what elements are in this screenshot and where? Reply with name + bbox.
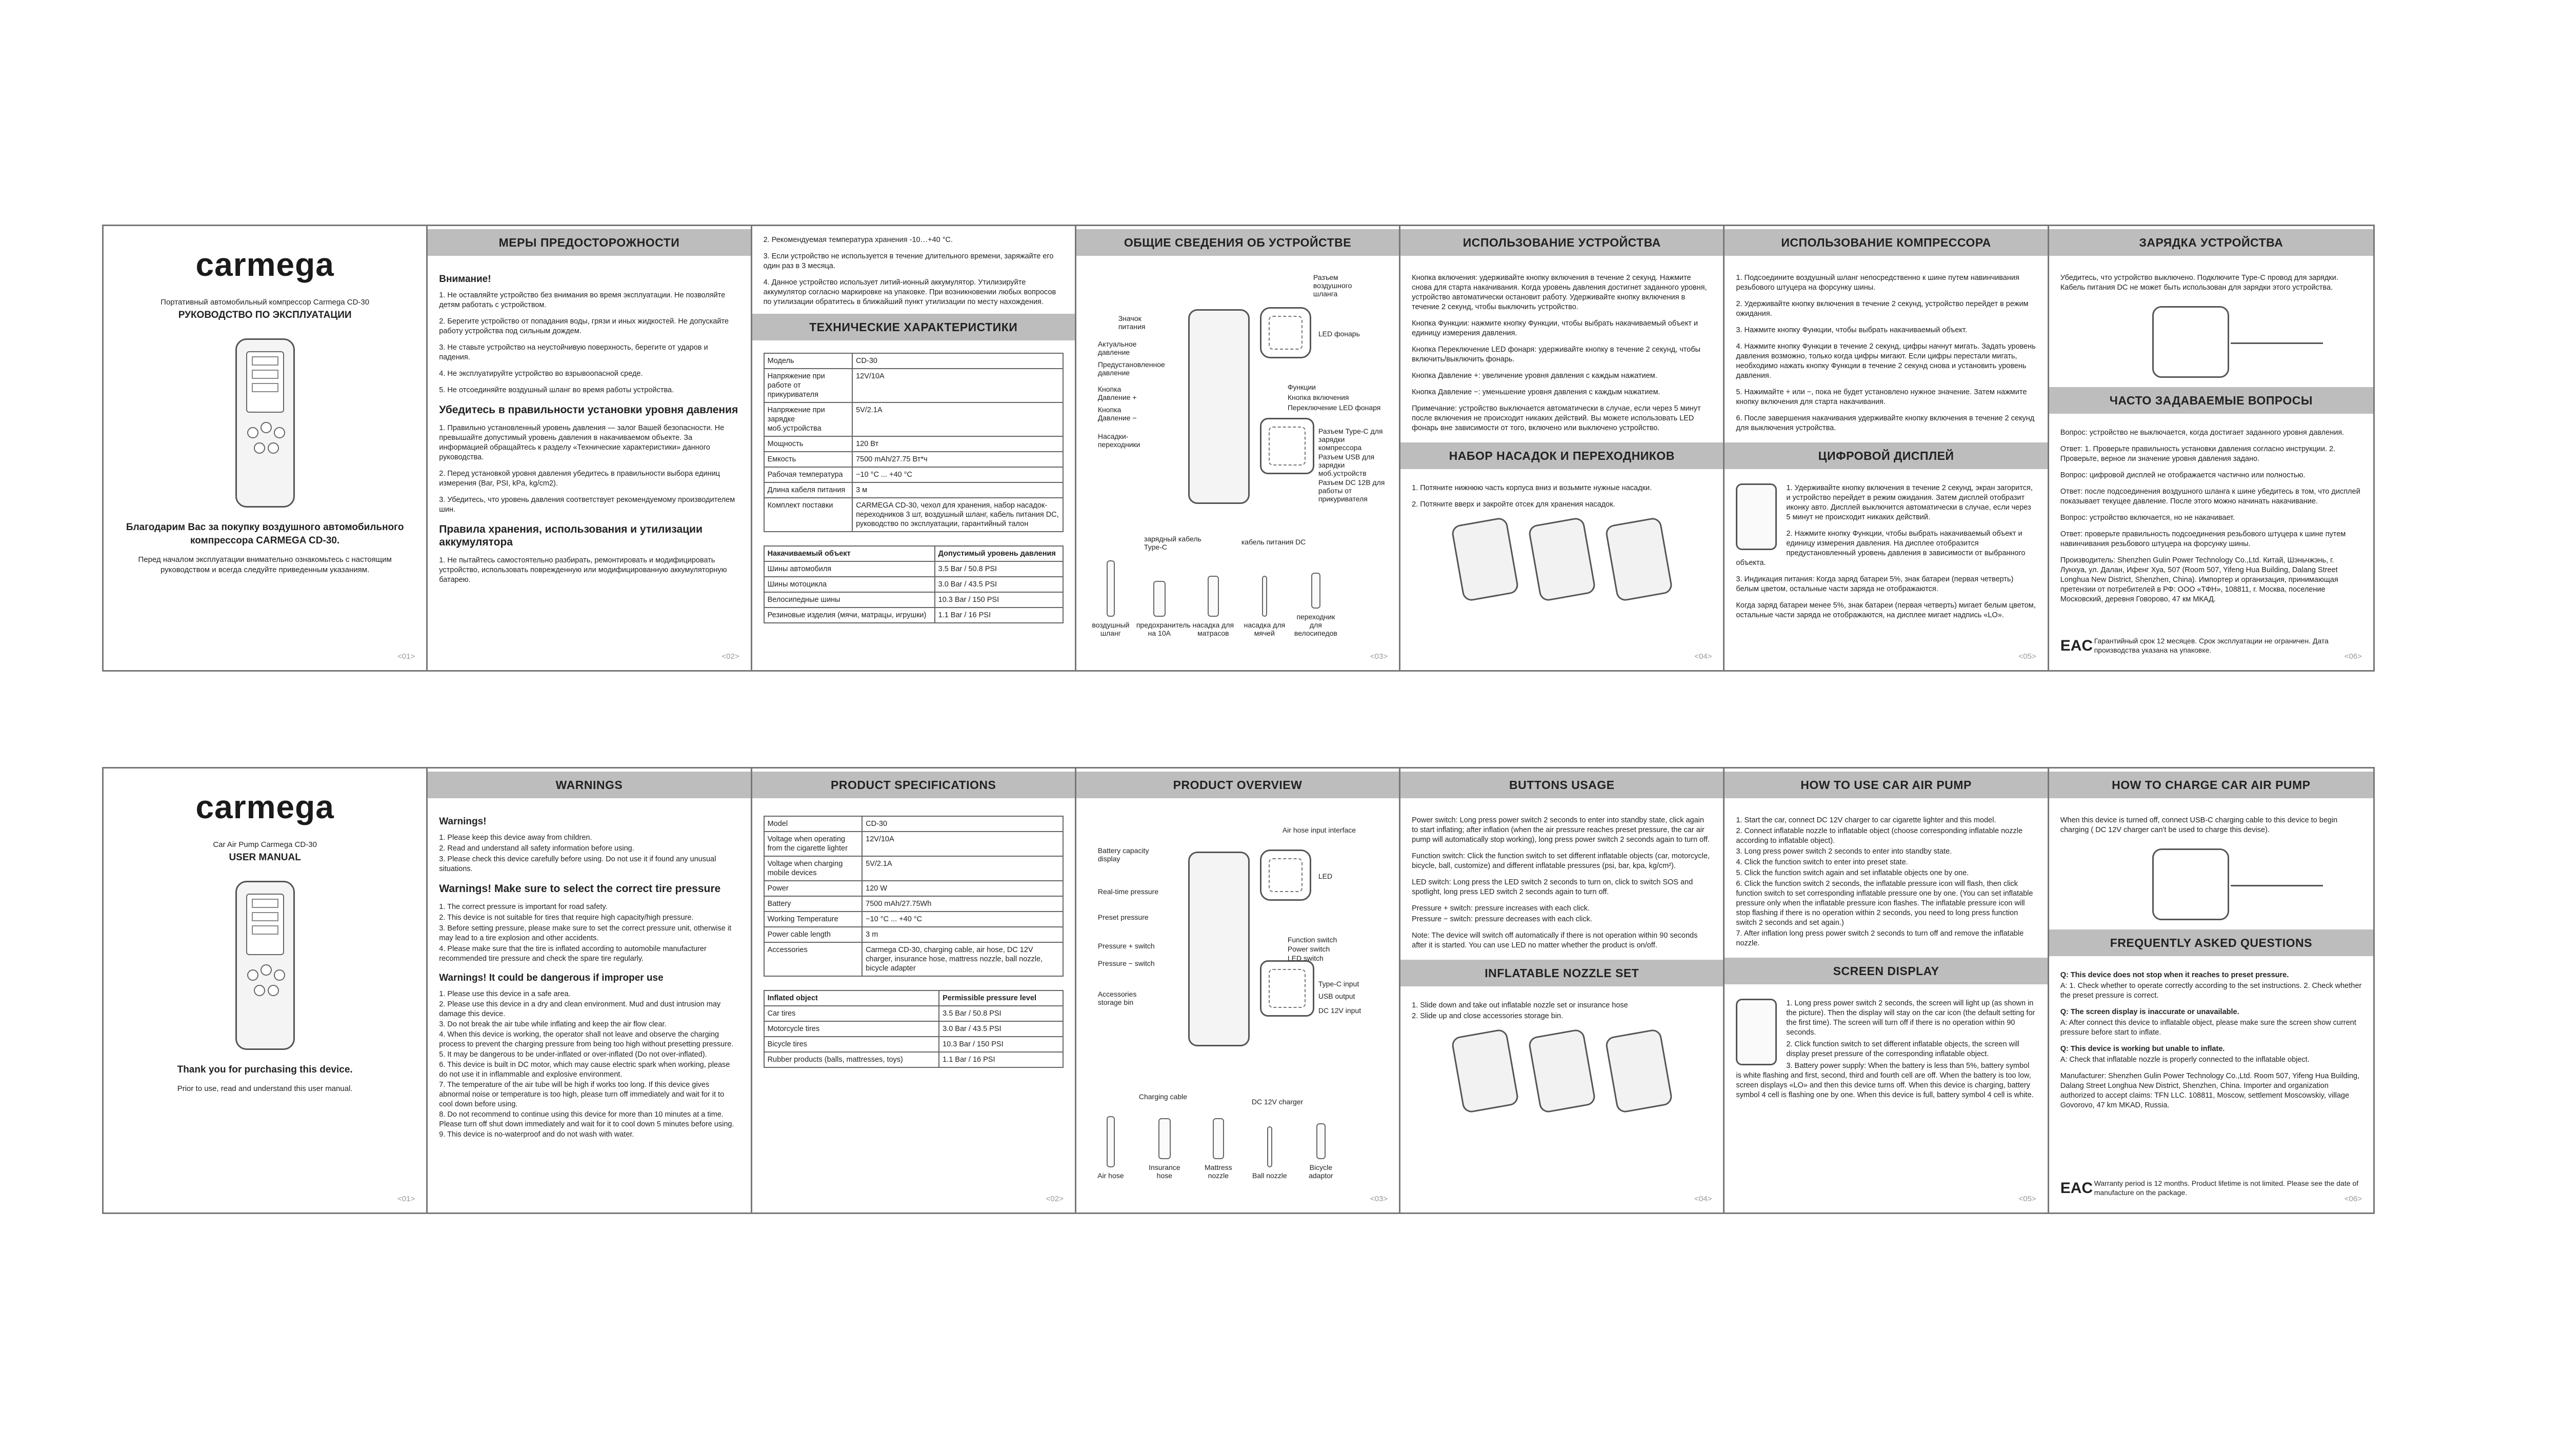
- label-preset: Предустановленное давление: [1097, 360, 1165, 377]
- usage-item: Кнопка Функции: нажмите кнопку Функции, чтобы выбрать накачиваемый объект и единицу измерения давления.: [1412, 319, 1698, 337]
- label-ledbtn: Переключение LED фонаря: [1287, 403, 1381, 412]
- page-number: <01>: [397, 1195, 415, 1203]
- section-header: ЗАРЯДКА УСТРОЙСТВА: [2049, 229, 2373, 256]
- nozzle-illustration: [1412, 1033, 1712, 1109]
- section-header: ИСПОЛЬЗОВАНИЕ УСТРОЙСТВА: [1400, 229, 1723, 256]
- page-number: <06>: [2344, 652, 2362, 661]
- table-cell: 3.0 Bar / 43.5 PSI: [939, 1021, 1063, 1037]
- page-number: <04>: [1694, 1195, 1712, 1203]
- table-cell: 7500 mAh/27.75Wh: [862, 896, 1063, 912]
- cover-note: Перед началом эксплуатации внимательно ознакомьтесь с настоящим руководством и всегда следуйте приведенным указаниям.: [138, 555, 392, 574]
- table-cell: Voltage when operating from the cigarette lighter: [764, 832, 863, 856]
- table-cell: Voltage when charging mobile devices: [764, 856, 863, 881]
- label-typec: Разъем Type-C для зарядки компрессора: [1318, 427, 1383, 452]
- table-cell: 1.1 Bar / 16 PSI: [939, 1052, 1063, 1067]
- section-header: SCREEN DISPLAY: [1725, 958, 2047, 984]
- table-row: [764, 832, 1063, 856]
- attention-title: Внимание!: [439, 274, 491, 285]
- nozzle-item: 2. Slide up and close accessories storage bin.: [1412, 1012, 1564, 1020]
- storage-title: Правила хранения, использования и утилизации аккумулятора: [439, 523, 703, 548]
- table-cell: 120 Вт: [852, 436, 1063, 452]
- table-cell: Модель: [764, 353, 853, 369]
- safety-item: 2. Берегите устройство от попадания воды, грязи и иных жидкостей. Не допускайте работу устройства под сильным дождем.: [439, 317, 729, 335]
- manufacturer-info: Производитель: Shenzhen Gulin Power Technology Co.,Ltd. Китай, Шэньчжэнь, г. Лунхуа, ул. Далан, Ифенг Хуа, 507 (Room 507, Yifeng Hua Building, Dalang Street Longhua New District, Shenzhen, China). Импортер и организация, принимающая претензии от потребителей в РФ: ООО «ТФН», 108811, г. Москва, поселение Московский, деревня Говорово, 47 км МКАД.: [2060, 556, 2338, 603]
- table-row: [764, 592, 1063, 608]
- accessory-insurance-hose: Insurance hose: [1141, 1118, 1188, 1180]
- table-cell: 5V/2.1A: [852, 402, 1063, 436]
- nozzle-item: 1. Slide down and take out inflatable nozzle set or insurance hose: [1412, 1001, 1628, 1009]
- label-battery: Значок питания: [1118, 314, 1146, 331]
- table-cell: 3 м: [852, 482, 1063, 498]
- accessory-fuse: предохранитель на 10А: [1136, 581, 1183, 637]
- table-row: [764, 369, 1063, 402]
- page-number: <06>: [2344, 1195, 2362, 1203]
- warning-item: 2. Please use this device in a dry and clean environment. Mud and dust intrusion may damage this device.: [439, 1000, 721, 1018]
- cover-subtitle: Портативный автомобильный компрессор Carmega CD-30: [161, 298, 370, 307]
- table-cell: 3.0 Bar / 43.5 PSI: [935, 577, 1063, 592]
- charger-illustration: [2152, 306, 2229, 378]
- accessory-hose: Air hose: [1088, 1116, 1134, 1180]
- table-row: [764, 927, 1063, 942]
- label-cable-dc: кабель питания DC: [1241, 538, 1306, 546]
- table-header: Накачиваемый объект: [764, 546, 935, 561]
- howto-item: 2. Connect inflatable nozzle to inflatable object (choose corresponding inflatable nozzle according to inflatable object).: [1736, 827, 2023, 845]
- table-cell: Bicycle tires: [764, 1037, 939, 1052]
- safety-panel: [428, 226, 752, 670]
- warranty-text: Warranty period is 12 months. Product lifetime is not limited. Please see the date of manufacture on the package.: [2094, 1179, 2359, 1197]
- compressor-item: 5. Нажимайте + или −, пока не будет установлено нужное значение. Затем нажмите кнопку включения для старта накачивания.: [1736, 388, 2027, 406]
- section-header: PRODUCT SPECIFICATIONS: [752, 772, 1075, 798]
- label-power: Power switch: [1287, 945, 1330, 953]
- table-cell: 5V/2.1A: [862, 856, 1063, 881]
- nozzle-illustration: [1412, 521, 1712, 598]
- label-dc: DC 12V input: [1318, 1006, 1361, 1015]
- table-cell: Шины автомобиля: [764, 561, 935, 577]
- label-hose: Air hose input interface: [1282, 826, 1356, 834]
- usage-panel: [1400, 226, 1725, 670]
- section-header: ОБЩИЕ СВЕДЕНИЯ ОБ УСТРОЙСТВЕ: [1076, 229, 1399, 256]
- charger-illustration: [2152, 848, 2229, 920]
- section-header: ЦИФРОВОЙ ДИСПЛЕЙ: [1725, 442, 2047, 469]
- cover-note: Prior to use, read and understand this user manual.: [177, 1084, 353, 1093]
- pressure-table: [764, 545, 1064, 623]
- hose-connector-illustration: [1260, 307, 1311, 358]
- cover-subtitle: Car Air Pump Carmega CD-30: [213, 840, 317, 849]
- brand-logo: carmega: [195, 246, 334, 283]
- charge-faq-panel: [2049, 226, 2373, 670]
- compressor-item: 1. Подсоедините воздушный шланг непосредственно к шине путем навинчивания резьбового штуцера на форсунку шины.: [1736, 274, 2019, 292]
- nozzle-item: 2. Потяните вверх и закройте отсек для хранения насадок.: [1412, 500, 1615, 509]
- warning-item: 6. This device is built in DC motor, which may cause electric spark when working, please do not use it in inflammable and explosive environment.: [439, 1061, 730, 1079]
- table-row: [764, 856, 1063, 881]
- label-plus: Pressure + switch: [1097, 942, 1155, 950]
- compressor-item: 4. Нажмите кнопку Функции в течение 2 секунд, цифры начнут мигать. Задать уровень давления возможно, только когда цифры мигают. Если цифры перестали мигать, необходимо нажать кнопку Функции в течение 2 секунд снова и установить уровень давления.: [1736, 342, 2036, 380]
- table-cell: Резиновые изделия (мячи, матрацы, игрушки): [764, 608, 935, 623]
- table-cell: Напряжение при зарядке моб.устройства: [764, 402, 853, 436]
- table-cell: Car tires: [764, 1006, 939, 1021]
- table-row: [764, 561, 1063, 577]
- table-cell: 3 m: [862, 927, 1063, 942]
- overview-diagram: [1088, 816, 1388, 1185]
- label-plus: Кнопка Давление +: [1097, 385, 1137, 401]
- buttons-item: Pressure + switch: pressure increases with each click.: [1412, 904, 1590, 913]
- section-header: FREQUENTLY ASKED QUESTIONS: [2049, 929, 2373, 956]
- table-cell: Рабочая температура: [764, 467, 853, 482]
- label-nozzles: Accessories storage bin: [1097, 990, 1137, 1006]
- table-cell: 120 W: [862, 881, 1063, 896]
- manual-sheet-english: [102, 767, 2375, 1214]
- usage-item: Кнопка Давление −: уменьшение уровня давления с каждым нажатием.: [1412, 388, 1660, 396]
- warranty-text: Гарантийный срок 12 месяцев. Срок эксплуатации не ограничен. Дата производства указана на упаковке.: [2094, 637, 2329, 654]
- label-dc: Разъем DC 12В для работы от прикуривателя: [1318, 478, 1385, 503]
- table-row: [764, 353, 1063, 369]
- specs-panel: [752, 769, 1076, 1212]
- warning-item: 2. This device is not suitable for tires that require high capacity/high pressure.: [439, 914, 694, 922]
- buttons-item: Pressure − switch: pressure decreases with each click.: [1412, 915, 1592, 923]
- howto-item: 7. After inflation long press power switch 2 seconds to turn off and remove the inflatable nozzle.: [1736, 929, 2024, 947]
- buttons-item: Power switch: Long press power switch 2 seconds to enter into standby state, click again to start inflating; after inflation (when the air pressure reaches preset pressure, the car air pump will automatically stop working), long press power switch 2 seconds again to turn off.: [1412, 816, 1710, 844]
- display-icon: [1736, 483, 1777, 550]
- table-cell: CD-30: [862, 816, 1063, 832]
- faq-item: Вопрос: устройство не выключается, когда достигает заданного уровня давления.: [2060, 429, 2345, 437]
- faq-item: Вопрос: цифровой дисплей не отображается частично или полностью.: [2060, 471, 2306, 479]
- warning-title: Warnings! It could be dangerous if improper use: [439, 973, 664, 983]
- label-preset: Preset pressure: [1097, 913, 1149, 921]
- table-cell: Battery: [764, 896, 863, 912]
- overview-diagram: [1088, 273, 1388, 642]
- accessory-bicycle: переходник для велосипедов: [1293, 573, 1339, 637]
- faq-item: Ответ: проверьте правильность подсоединения резьбового штуцера к шине путем навинчивания резьбового штуцера на форсунку шины.: [2060, 530, 2346, 548]
- table-cell: Мощность: [764, 436, 853, 452]
- section-header: HOW TO CHARGE CAR AIR PUMP: [2049, 772, 2373, 798]
- table-cell: CARMEGA CD-30, чехол для хранения, набор насадок-переходников 3 шт, воздушный шланг, кабель питания DC, руководство по эксплуатации, гарантийный талон: [852, 498, 1063, 532]
- table-row: [764, 1052, 1063, 1067]
- warning-item: 1. The correct pressure is important for road safety.: [439, 903, 608, 911]
- usage-note: Примечание: устройство выключается автоматически в случае, если через 5 минут после включения не происходит никаких действий. Вы можете использовать LED фонарь вне зависимости от того, включено или выключено устройство.: [1412, 405, 1701, 432]
- buttons-item: LED switch: Long press the LED switch 2 seconds to turn on, click to switch SOS and spotlight, long press LED switch 2 seconds again to turn off.: [1412, 878, 1693, 896]
- table-row: [764, 608, 1063, 623]
- table-cell: 12V/10A: [862, 832, 1063, 856]
- warning-item: 3. Please check this device carefully before using. Do not use it if found any unusual situations.: [439, 855, 716, 873]
- section-header: BUTTONS USAGE: [1400, 772, 1723, 798]
- safety-item: 5. Не отсоединяйте воздушный шланг во время работы устройства.: [439, 386, 674, 394]
- faq-item: Q: This device is working but unable to inflate.: [2060, 1045, 2225, 1053]
- warning-item: 9. This device is no-waterproof and do not wash with water.: [439, 1130, 634, 1139]
- label-led: LED: [1318, 872, 1333, 880]
- hose-connector-illustration: [1260, 850, 1311, 901]
- label-usb: USB output: [1318, 992, 1355, 1000]
- table-row: [764, 1037, 1063, 1052]
- charge-faq-panel: [2049, 769, 2373, 1212]
- table-row: [764, 816, 1063, 832]
- cover-thanks: Thank you for purchasing this device.: [177, 1064, 353, 1075]
- warning-item: 8. Do not recommend to continue using this device for more than 10 minutes at a time. Please turn off shut down immediately and wait for it to cool down 5 minutes before using.: [439, 1110, 734, 1128]
- accessory-ball: Ball nozzle: [1247, 1126, 1293, 1180]
- nozzle-item: 1. Потяните нижнюю часть корпуса вниз и возьмите нужные насадки.: [1412, 484, 1652, 492]
- section-header: ЧАСТО ЗАДАВАЕМЫЕ ВОПРОСЫ: [2049, 387, 2373, 414]
- howto-item: 4. Click the function switch to enter into preset state.: [1736, 858, 1908, 866]
- storage-item: 2. Рекомендуемая температура хранения -10…+40 °С.: [763, 236, 953, 244]
- buttons-item: Function switch: Click the function switch to set different inflatable objects (car, motorcycle, bicycle, ball, customize) and different inflatable pressures (psi, bar, kpa, kg/cm²).: [1412, 852, 1710, 870]
- section-header: ИСПОЛЬЗОВАНИЕ КОМПРЕССОРА: [1725, 229, 2047, 256]
- compressor-item: 3. Нажмите кнопку Функции, чтобы выбрать накачиваемый объект.: [1736, 326, 1967, 334]
- storage-item: 4. Данное устройство использует литий-ионный аккумулятор. Утилизируйте аккумулятор согласно маркировке на упаковке. При возникновении любых вопросов по утилизации обратитесь в ближайший пункт утилизации по месту нахождения.: [763, 278, 1056, 306]
- compressor-item: 6. После завершения накачивания удерживайте кнопку включения в течение 2 секунд для выключения устройства.: [1736, 414, 2035, 432]
- howto-item: 1. Start the car, connect DC 12V charger to car cigarette lighter and this model.: [1736, 816, 1996, 824]
- display-item: 3. Индикация питания: Когда заряд батареи 5%, знак батареи (первая четверть) белым цветом, остальные части заряда не отображаются.: [1736, 575, 2014, 593]
- storage-item: 1. Не пытайтесь самостоятельно разбирать, ремонтировать и модифицировать устройство, использовать поврежденную или модифицированную аккумуляторную батарею.: [439, 556, 727, 584]
- howto-panel: [1725, 769, 2049, 1212]
- label-actual: Real-time pressure: [1097, 887, 1159, 896]
- faq-item: Ответ: после подсоединения воздушного шланга к шине убедитесь в том, что дисплей показывает текущее давление. После этого можно начинать накачивание.: [2060, 488, 2360, 505]
- brand-logo: carmega: [195, 788, 334, 825]
- display-item: 1. Удерживайте кнопку включения в течение 2 секунд, экран загорится, и устройство перейдет в режим ожидания. Затем дисплей отобразит иконку авто. Дисплей выключится автоматически в случае, если через 5 минут не происходит никаких действий.: [1786, 484, 2033, 521]
- table-row: [764, 1021, 1063, 1037]
- table-row: [764, 881, 1063, 896]
- label-actual: Актуальное давление: [1097, 340, 1137, 356]
- pressure-item: 3. Убедитесь, что уровень давления соответствует рекомендуемому производителем шин.: [439, 496, 735, 514]
- warnings-panel: [428, 769, 752, 1212]
- table-cell: 3.5 Bar / 50.8 PSI: [935, 561, 1063, 577]
- eac-mark: EAC: [2060, 637, 2093, 654]
- usage-item: Кнопка включения: удерживайте кнопку включения в течение 2 секунд. Нажмите снова для старта накачивания. Когда уровень давления достигнет заданного уровня, устройство автоматически остановит работу. Удерживайте кнопку включения в течение 2 секунд, чтобы выключить устройство.: [1412, 274, 1707, 311]
- warning-title: Warnings! Make sure to select the correct tire pressure: [439, 883, 721, 895]
- warning-item: 3. Before setting pressure, please make sure to set the correct pressure unit, otherwise it may lead to a tire explosion and other accidents.: [439, 924, 732, 942]
- label-cable-c: Charging cable: [1138, 1093, 1188, 1101]
- table-cell: Working Temperature: [764, 912, 863, 927]
- faq-item: A: After connect this device to inflatable object, please make sure the screen show current pressure before start to inflate.: [2060, 1019, 2356, 1037]
- safety-item: 4. Не эксплуатируйте устройство во взрывоопасной среде.: [439, 370, 643, 378]
- label-power: Кнопка включения: [1287, 393, 1349, 401]
- table-cell: 12V/10A: [852, 369, 1063, 402]
- overview-panel: [1076, 226, 1400, 670]
- screen-item: 3. Battery power supply: When the battery is less than 5%, battery symbol is white flashing and first, second, third and fourth cell are off. When the battery is too low, screen displays «LO» and then this device turns off. When this device is charging, battery symbol 4 cell is flashing one by one. When this device is full, battery symbol 4 cell is white.: [1736, 1062, 2034, 1099]
- section-header: WARNINGS: [428, 772, 750, 798]
- label-minus: Кнопка Давление −: [1097, 406, 1137, 422]
- specs-table: [764, 353, 1064, 532]
- specs-table: [764, 816, 1064, 977]
- device-illustration: [1188, 852, 1250, 1046]
- faq-item: Вопрос: устройство включается, но не накачивает.: [2060, 514, 2235, 522]
- label-nozzles: Насадки-переходники: [1097, 432, 1140, 449]
- specs-panel: [752, 226, 1076, 670]
- section-header: INFLATABLE NOZZLE SET: [1400, 960, 1723, 986]
- device-illustration: [235, 881, 295, 1050]
- table-cell: Шины мотоцикла: [764, 577, 935, 592]
- manufacturer-info: Manufacturer: Shenzhen Gulin Power Technology Co.,Ltd. Room 507, Yifeng Hua Building, Dalang Street Longhua New District, Shenzhen, China. Importer and organization authorized to accept claims: TFN LLC. 108811, Moscow, settlement Moscowskiy, village Govorovo, 47 km MKAD, Russia.: [2060, 1072, 2359, 1109]
- buttons-note: Note: The device will switch off automatically if there is not operation within 90 seconds after it is started. You can use LED no matter whether the product is on/off.: [1412, 932, 1698, 949]
- warning-item: 5. It may be dangerous to be under-inflated or over-inflated (Do not over-inflated).: [439, 1050, 707, 1059]
- table-header: Inflated object: [764, 990, 939, 1006]
- table-cell: CD-30: [852, 353, 1063, 369]
- compressor-panel: [1725, 226, 2049, 670]
- display-icon: [1736, 999, 1777, 1065]
- howto-item: 3. Long press power switch 2 seconds to enter into standby state.: [1736, 847, 1952, 856]
- cover-thanks: Благодарим Вас за покупку воздушного автомобильного компрессора CARMEGA CD-30.: [126, 522, 404, 546]
- table-row: [764, 912, 1063, 927]
- accessory-mattress: Mattress nozzle: [1195, 1118, 1241, 1180]
- display-item: Когда заряд батареи менее 5%, знак батареи (первая четверть) мигает белым цветом, остальные части заряда не отображаются, на дисплее мигает надпись «LO».: [1736, 601, 2036, 619]
- pressure-item: 1. Правильно установленный уровень давления — залог Вашей безопасности. Не превышайте допустимый уровень давления в накачиваемом объекте. За информацией обращайтесь к разделу «Технические характеристики» данного руководства.: [439, 424, 725, 461]
- warning-item: 1. Please use this device in a safe area.: [439, 990, 571, 998]
- table-cell: Длина кабеля питания: [764, 482, 853, 498]
- table-cell: 10.3 Bar / 150 PSI: [935, 592, 1063, 608]
- label-hose: Разъем воздушного шланга: [1313, 273, 1352, 298]
- cover-panel: [104, 226, 428, 670]
- table-row: [764, 1006, 1063, 1021]
- table-cell: Комплект поставки: [764, 498, 853, 532]
- table-cell: −10 °С ... +40 °С: [852, 467, 1063, 482]
- table-cell: 3.5 Bar / 50.8 PSI: [939, 1006, 1063, 1021]
- warning-item: 2. Read and understand all safety information before using.: [439, 844, 634, 853]
- faq-item: A: 1. Check whether to operate correctly according to the set instructions. 2. Check whether the preset pressure is correct.: [2060, 982, 2362, 1000]
- page-number: <05>: [2018, 1195, 2036, 1203]
- warning-title: Warnings!: [439, 816, 487, 827]
- safety-item: 1. Не оставляйте устройство без внимания во время эксплуатации. Не позволяйте детям работать с устройством.: [439, 291, 726, 309]
- table-cell: 10.3 Bar / 150 PSI: [939, 1037, 1063, 1052]
- table-cell: Model: [764, 816, 863, 832]
- table-cell: Motorcycle tires: [764, 1021, 939, 1037]
- table-cell: Напряжение при работе от прикуривателя: [764, 369, 853, 402]
- table-cell: Велосипедные шины: [764, 592, 935, 608]
- page-number: <03>: [1370, 1195, 1388, 1203]
- charge-text: When this device is turned off, connect USB-C charging cable to this device to begin charging ( DC 12V charger can't be used to charge this devise).: [2060, 816, 2338, 834]
- accessory-mattress: насадка для матрасов: [1190, 576, 1236, 637]
- compressor-item: 2. Удерживайте кнопку включения в течение 2 секунд, устройство перейдет в режим ожидания.: [1736, 300, 2029, 318]
- warning-item: 3. Do not break the air tube while inflating and keep the air flow clear.: [439, 1020, 667, 1028]
- label-ledbtn: LED switch: [1287, 954, 1324, 962]
- howto-item: 5. Click the function switch again and set inflatable objects one by one.: [1736, 869, 1969, 877]
- faq-item: A: Check that inflatable nozzle is properly connected to the inflatable object.: [2060, 1056, 2310, 1064]
- page-number: <02>: [1046, 1195, 1064, 1203]
- howto-item: 6. Click the function switch 2 seconds, the inflatable pressure icon will flash, then click function switch to set corresponding inflatable pressure one by one. (You can set inflatable pressure only when the inflatable pressure icon flashes. The inflatable pressure icon will stop flashing if there is no operation within 2 seconds, you need to long press function switch 2 seconds and set again.): [1736, 880, 2033, 927]
- screen-item: 1. Long press power switch 2 seconds, the screen will light up (as shown in the picture). Then the display will stay on the car icon (the default setting for the first time). The screen will turn off if there is no operation within 90 seconds.: [1786, 999, 2035, 1037]
- cover-panel: [104, 769, 428, 1212]
- label-battery: Battery capacity display: [1097, 846, 1149, 863]
- warning-item: 7. The temperature of the air tube will be high if works too long. If this device gives abnormal noise or temperature is too high, please turn off immediately and wait for it to cool down before using.: [439, 1081, 725, 1108]
- faq-item: Ответ: 1. Проверьте правильность установки давления согласно инструкции. 2. Проверьте, верное ли значение уровня давления задано.: [2060, 445, 2336, 463]
- table-row: [764, 436, 1063, 452]
- usage-item: Кнопка Давление +: увеличение уровня давления с каждым нажатием.: [1412, 372, 1657, 380]
- port-panel-illustration: [1260, 960, 1314, 1017]
- label-cable-dc: DC 12V charger: [1251, 1098, 1304, 1106]
- warning-item: 4. Please make sure that the tire is inflated according to automobile manufacturer recommended tire pressure and check the spare tire regularly.: [439, 945, 707, 963]
- label-usb: Разъем USB для зарядки моб.устройств: [1318, 453, 1375, 477]
- page-number: <04>: [1694, 652, 1712, 661]
- label-cable-c: зарядный кабель Type-C: [1144, 535, 1201, 551]
- table-cell: 7500 mAh/27.75 Вт*ч: [852, 452, 1063, 467]
- table-cell: Rubber products (balls, mattresses, toys): [764, 1052, 939, 1067]
- section-header: PRODUCT OVERVIEW: [1076, 772, 1399, 798]
- table-row: [764, 402, 1063, 436]
- cover-title: РУКОВОДСТВО ПО ЭКСПЛУАТАЦИИ: [178, 310, 352, 320]
- device-illustration: [235, 338, 295, 508]
- table-header: Permissible pressure level: [939, 990, 1063, 1006]
- safety-item: 3. Не ставьте устройство на неустойчивую поверхность, берегите от ударов и падения.: [439, 343, 708, 361]
- buttons-panel: [1400, 769, 1725, 1212]
- table-header: Допустимый уровень давления: [935, 546, 1063, 561]
- label-func: Функции: [1287, 383, 1316, 391]
- accessory-ball: насадка для мячей: [1241, 576, 1288, 637]
- label-minus: Pressure − switch: [1097, 959, 1155, 967]
- page-number: <01>: [397, 652, 415, 661]
- faq-item: Q: This device does not stop when it reaches to preset pressure.: [2060, 971, 2289, 979]
- eac-mark: EAC: [2060, 1180, 2093, 1197]
- page-number: <03>: [1370, 652, 1388, 661]
- label-func: Function switch: [1287, 936, 1337, 944]
- table-cell: 1.1 Bar / 16 PSI: [935, 608, 1063, 623]
- section-header: НАБОР НАСАДОК И ПЕРЕХОДНИКОВ: [1400, 442, 1723, 469]
- table-cell: −10 °C ... +40 °C: [862, 912, 1063, 927]
- overview-panel: [1076, 769, 1400, 1212]
- section-header: МЕРЫ ПРЕДОСТОРОЖНОСТИ: [428, 229, 750, 256]
- table-cell: Accessories: [764, 942, 863, 976]
- accessory-hose: воздушный шланг: [1088, 560, 1134, 637]
- table-row: [764, 942, 1063, 976]
- table-cell: Power cable length: [764, 927, 863, 942]
- pressure-table: [764, 990, 1064, 1068]
- screen-item: 2. Click function switch to set different inflatable objects, the screen will display preset pressure of the corresponding inflatable object.: [1786, 1040, 2019, 1058]
- table-cell: Power: [764, 881, 863, 896]
- table-row: [764, 467, 1063, 482]
- table-row: [764, 452, 1063, 467]
- device-illustration: [1188, 309, 1250, 504]
- page-number: <02>: [722, 652, 739, 661]
- table-row: [764, 577, 1063, 592]
- label-led: LED фонарь: [1318, 330, 1360, 338]
- label-typec: Type-C input: [1318, 980, 1359, 988]
- display-item: 2. Нажмите кнопку Функции, чтобы выбрать накачиваемый объект и единицу измерения давления. На дисплее отобразится предустановленный уровень давления в зависимости от выбранного объекта.: [1736, 530, 2026, 567]
- accessory-bicycle: Bicycle adaptor: [1298, 1123, 1344, 1180]
- warning-item: 1. Please keep this device away from children.: [439, 834, 592, 842]
- section-header: HOW TO USE CAR AIR PUMP: [1725, 772, 2047, 798]
- manual-sheet-russian: [102, 225, 2375, 672]
- cover-title: USER MANUAL: [229, 852, 301, 863]
- warning-item: 4. When this device is working, the operator shall not leave and observe the charging process to prevent the charging pressure from being too high without presetting pressure.: [439, 1030, 734, 1048]
- table-row: [764, 896, 1063, 912]
- table-row: [764, 498, 1063, 532]
- table-cell: Емкость: [764, 452, 853, 467]
- faq-item: Q: The screen display is inaccurate or unavailable.: [2060, 1008, 2239, 1016]
- pressure-item: 2. Перед установкой уровня давления убедитесь в правильности выбора единиц измерения (Bar, PSI, kPa, kg/cm2).: [439, 470, 720, 488]
- port-panel-illustration: [1260, 418, 1314, 474]
- table-cell: Carmega CD-30, charging cable, air hose, DC 12V charger, insurance hose, mattress nozzle, ball nozzle, bicycle adapter: [862, 942, 1063, 976]
- usage-item: Кнопка Переключение LED фонаря: удерживайте кнопку в течение 2 секунд, чтобы включить/выключить фонарь.: [1412, 346, 1700, 363]
- pressure-title: Убедитесь в правильности установки уровня давления: [439, 404, 738, 416]
- storage-item: 3. Если устройство не используется в течение длительного времени, заряжайте его один раз в 3 месяца.: [763, 252, 1054, 270]
- section-header: ТЕХНИЧЕСКИЕ ХАРАКТЕРИСТИКИ: [752, 314, 1075, 340]
- charge-text: Убедитесь, что устройство выключено. Подключите Type-C провод для зарядки. Кабель питания DC не может быть использован для зарядки этого устройства.: [2060, 274, 2338, 292]
- page-number: <05>: [2018, 652, 2036, 661]
- table-row: [764, 482, 1063, 498]
